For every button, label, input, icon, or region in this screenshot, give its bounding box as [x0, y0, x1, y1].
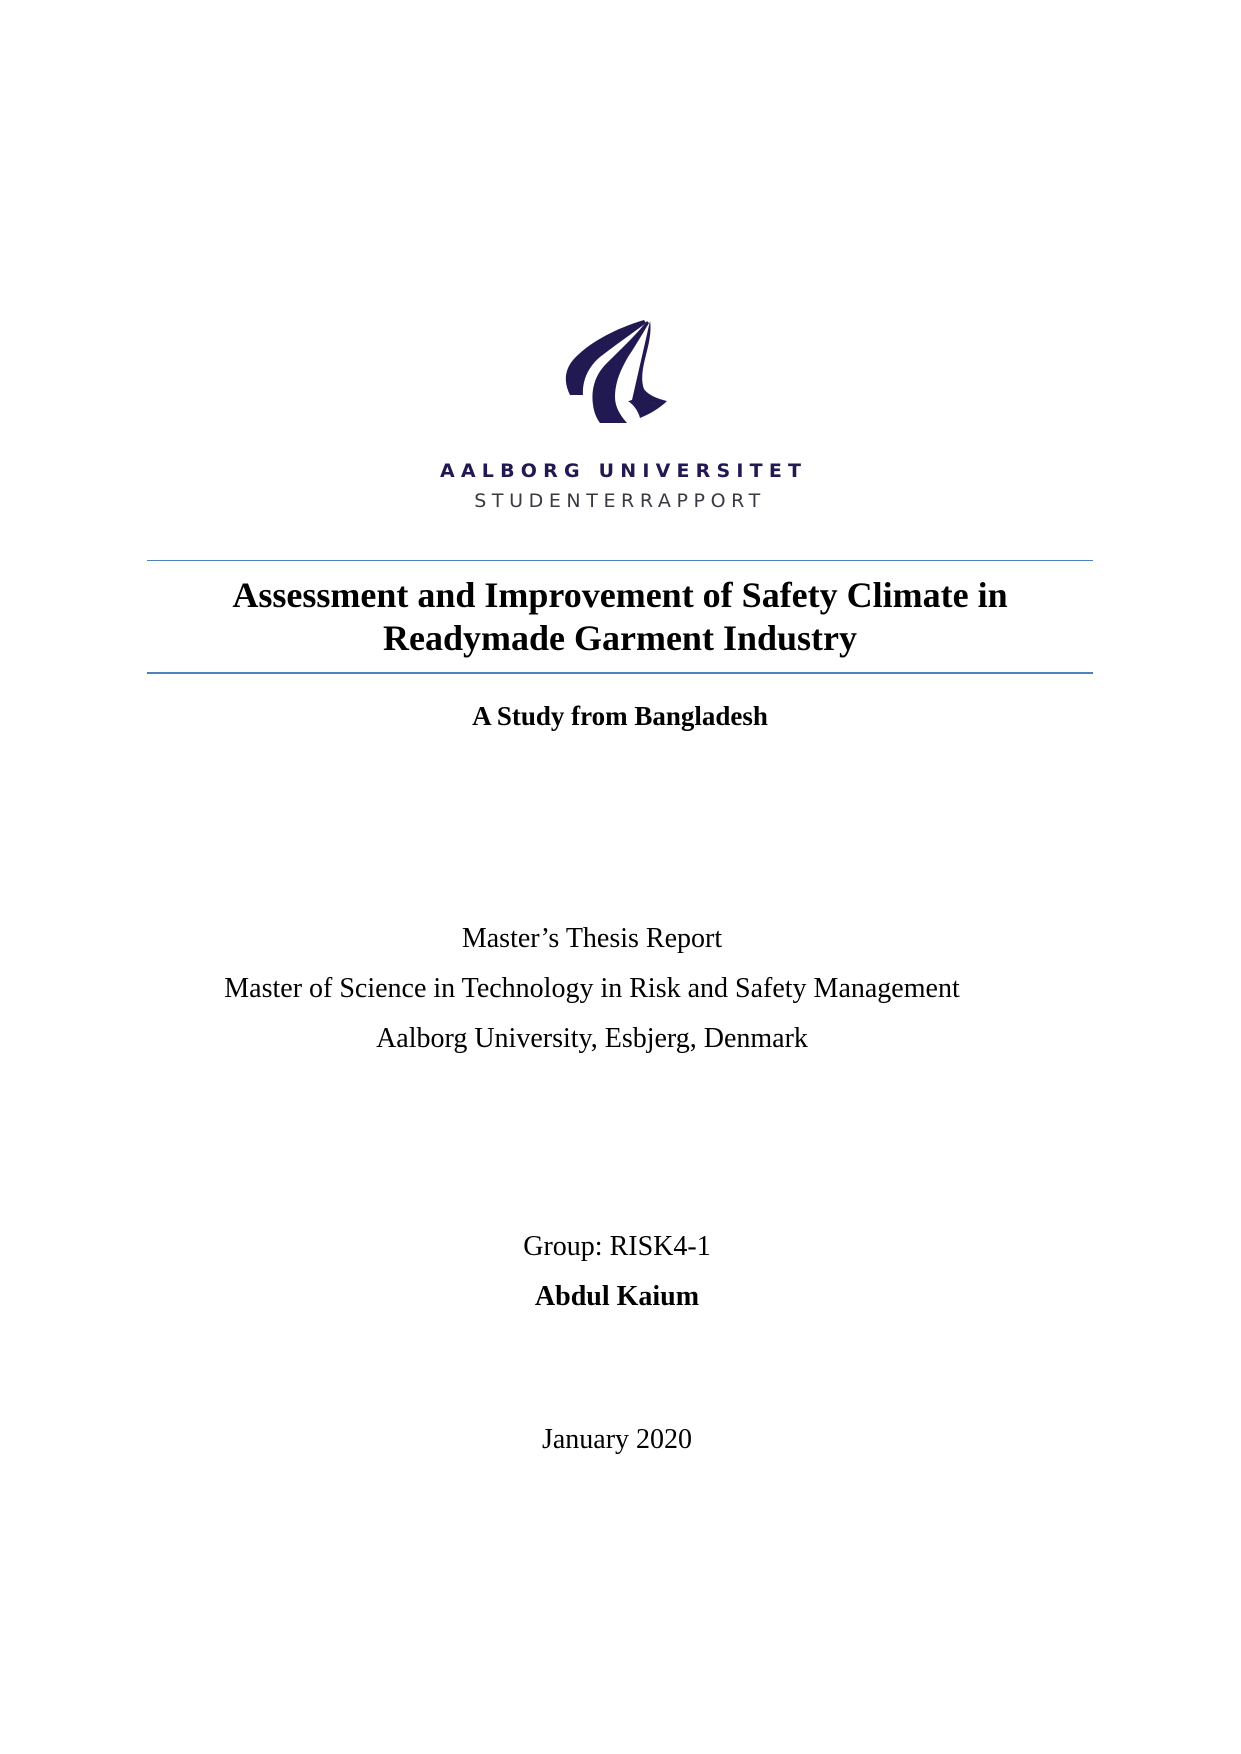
report-date: January 2020	[541, 1424, 693, 1455]
author-name: Abdul Kaium	[534, 1281, 700, 1312]
author-block	[117, 1222, 1117, 1322]
logo-report-type: STUDENTERRAPPORT	[474, 490, 766, 512]
report-type: Master’s Thesis Report	[461, 923, 723, 954]
title-line-1: Assessment and Improvement of Safety Climate in	[232, 575, 1008, 615]
university-location: Aalborg University, Esbjerg, Denmark	[376, 1023, 808, 1054]
page-title	[120, 574, 1120, 660]
report-details	[92, 914, 1092, 1064]
group-id: Group: RISK4-1	[523, 1231, 711, 1262]
title-top-rule	[147, 560, 1093, 561]
logo-institution-name: AALBORG UNIVERSITET	[440, 460, 808, 482]
programme-name: Master of Science in Technology in Risk and Safety Management	[224, 973, 960, 1004]
subtitle: A Study from Bangladesh	[472, 701, 768, 731]
aalborg-university-logo-icon	[540, 305, 690, 440]
title-bottom-rule	[147, 672, 1093, 674]
title-line-2: Readymade Garment Industry	[383, 618, 857, 658]
